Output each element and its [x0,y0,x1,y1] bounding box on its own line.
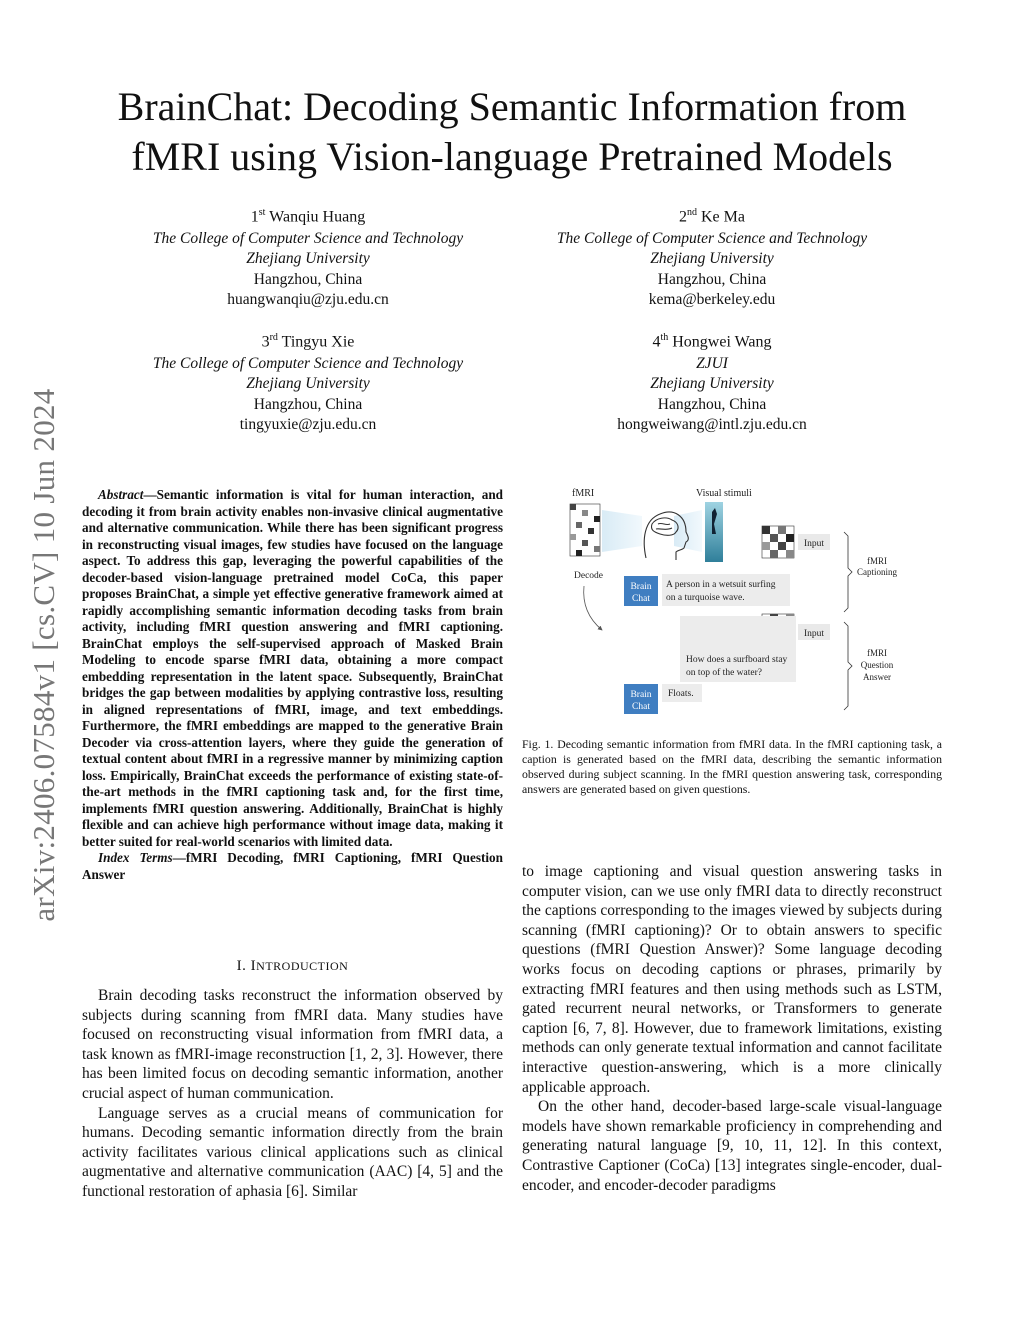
author-email[interactable]: hongweiwang@intl.zju.edu.cn [617,416,807,434]
surfer-image [705,502,723,562]
author-name: 3rd Tingyu Xie [261,332,355,351]
fmri-label: fMRI [572,488,595,499]
author-institution: Zhejiang University [650,375,774,393]
author-name: 4th Hongwei Wang [652,332,772,351]
abstract-paragraph [82,487,503,850]
svg-text:How does a surfboard stay: How does a surfboard stay [686,655,788,665]
index-terms-label: Index Terms [98,850,173,865]
svg-text:Brain: Brain [630,690,652,700]
fmri-grid-main [570,504,600,556]
index-terms-text: —fMRI Decoding, fMRI Captioning, fMRI Question Answer [82,850,503,882]
title-line-1: BrainChat: Decoding Semantic Information from [117,84,907,129]
svg-text:Floats.: Floats. [668,689,694,699]
arxiv-sidebar [22,360,66,950]
svg-text:Chat: Chat [632,702,650,712]
author-email[interactable]: kema@berkeley.edu [648,291,776,309]
author-location: Hangzhou, China [657,270,767,288]
svg-text:on top of the water?: on top of the water? [686,668,762,678]
figure-1-caption: Fig. 1. Decoding semantic information from fMRI data. In the fMRI captioning task, a caption is generated based on the fMRI data, describing the semantic information observed during subject scanning. In the fMRI question answering task, corresponding answers are generated based on given questions. [522,737,942,796]
figure-1-diagram [562,480,912,718]
decode-label: Decode [574,571,604,581]
input-label-1: Input [804,539,825,549]
author-affiliation: The College of Computer Science and Technology [556,229,868,247]
author-location: Hangzhou, China [253,270,363,288]
abstract [82,487,503,883]
paper-title [80,82,944,182]
svg-text:Answer: Answer [863,672,891,682]
author-name: 2nd Ke Ma [679,207,745,226]
intro-right-column [522,862,942,1195]
svg-text:Brain: Brain [630,582,652,592]
author-email[interactable]: huangwanqiu@zju.edu.cn [227,291,389,309]
svg-text:Question: Question [860,660,894,670]
index-terms [82,850,503,883]
author-block-2 [512,203,912,311]
intro-paragraph-4: On the other hand, decoder-based large-scale visual-language models have shown remarkable proficiency in comprehending and generating natural language [9, 10, 11, 12]. In this context, Contrastive Captioner (CoCa) [13] integrates single-encoder, dual-encoder, and encoder-decoder paradigms [522,1098,942,1194]
svg-text:fMRI: fMRI [867,648,887,658]
svg-text:Chat: Chat [632,594,650,604]
arxiv-identifier: arXiv:2406.07584v1 [cs.CV] 10 Jun 2024 [26,388,61,922]
author-block-1 [108,203,508,311]
section-heading-introduction: I. INTRODUCTION [236,958,349,974]
author-location: Hangzhou, China [657,395,767,413]
author-affiliation: The College of Computer Science and Technology [152,229,464,247]
intro-paragraph-2: Language serves as a crucial means of communication for humans. Decoding semantic information directly from the brain activity facilitates various clinical applications such as clinical augmentative and alternative communication (AAC) [4, 5] and the functional restoration of aphasia [6]. Similar [82,1104,503,1200]
author-institution: Zhejiang University [650,250,774,268]
svg-text:A person in a wetsuit surfing: A person in a wetsuit surfing [666,580,776,590]
input-label-2: Input [804,629,825,639]
intro-paragraph-3: to image captioning and visual question answering tasks in computer vision, can we use only fMRI data to directly reconstruct the captions corresponding to the images viewed by subjects during scanning (fMRI captioning)? Or to obtain answers to specific questions (fMRI Question Answer)? Some language decoding works focus on decoding captions or phrases, primarily by extracting fMRI features and then using methods such as LSTM, gated recurrent neural networks, or Transformers to generate caption [6, 7, 8]. However, due to framework limitations, existing methods can only generate textual information and cannot facilitate interactive question-answering, which is a more clinically applicable approach. [522,863,942,1096]
author-institution: Zhejiang University [246,250,370,268]
visual-stimuli-label: Visual stimuli [696,488,752,499]
author-institution: Zhejiang University [246,375,370,393]
author-affiliation: The College of Computer Science and Technology [152,354,464,372]
svg-text:Captioning: Captioning [857,567,897,577]
abstract-text: —Semantic information is vital for human interaction, and decoding it from brain activity enables non-invasive clinical augmentative and alternative communication. While there has been significant progress in reconstructing visual images, few studies have focused on the language aspect. To address this gap, leveraging the powerful capabilities of the decoder-based vision-language pretrained model CoCa, this paper proposes BrainChat, a simple yet effective generative framework aimed at rapidly accomplishing semantic information decoding tasks from brain activity, including fMRI question answering and fMRI captioning. BrainChat employs the self-supervised approach of Masked Brain Modeling to encode sparse fMRI data, obtaining a more compact embedding representation in the latent space. Subsequently, BrainChat bridges the gap between modalities by applying contrastive loss, resulting in aligned representations of fMRI, image, and text embeddings. Furthermore, the fMRI embeddings are mapped to the generative Brain Decoder via cross-attention layers, where they guide the generation of textual content about fMRI in a regressive manner by minimizing caption loss. Empirically, BrainChat exceeds the performance of existing state-of-the-art methods in the fMRI captioning task and, for the first time, implements fMRI question answering. Additionally, BrainChat is highly flexible and can achieve high performance without image data, making it better suited for real-world scenarios with limited data. [82,487,503,849]
title-line-2: fMRI using Vision-language Pretrained Models [131,134,893,179]
abstract-label: Abstract [98,487,144,502]
intro-paragraph-1: Brain decoding tasks reconstruct the information observed by subjects during scanning from fMRI data. Many studies have focused on reconstructing visual information from fMRI data, a task known as fMRI-image reconstruction [1, 2, 3]. However, there has been limited focus on decoding semantic information, another crucial aspect of human communication. [82,987,503,1102]
svg-text:fMRI: fMRI [867,556,887,566]
author-email[interactable]: tingyuxie@zju.edu.cn [239,416,377,434]
author-block-3 [108,328,508,436]
fmri-grid-input-1 [762,526,794,558]
author-location: Hangzhou, China [253,395,363,413]
author-affiliation: ZJUI [696,354,728,372]
author-block-4 [512,328,912,436]
author-name: 1st Wanqiu Huang [250,207,366,226]
svg-text:on a turquoise wave.: on a turquoise wave. [666,593,745,603]
intro-left-column [82,986,503,1202]
